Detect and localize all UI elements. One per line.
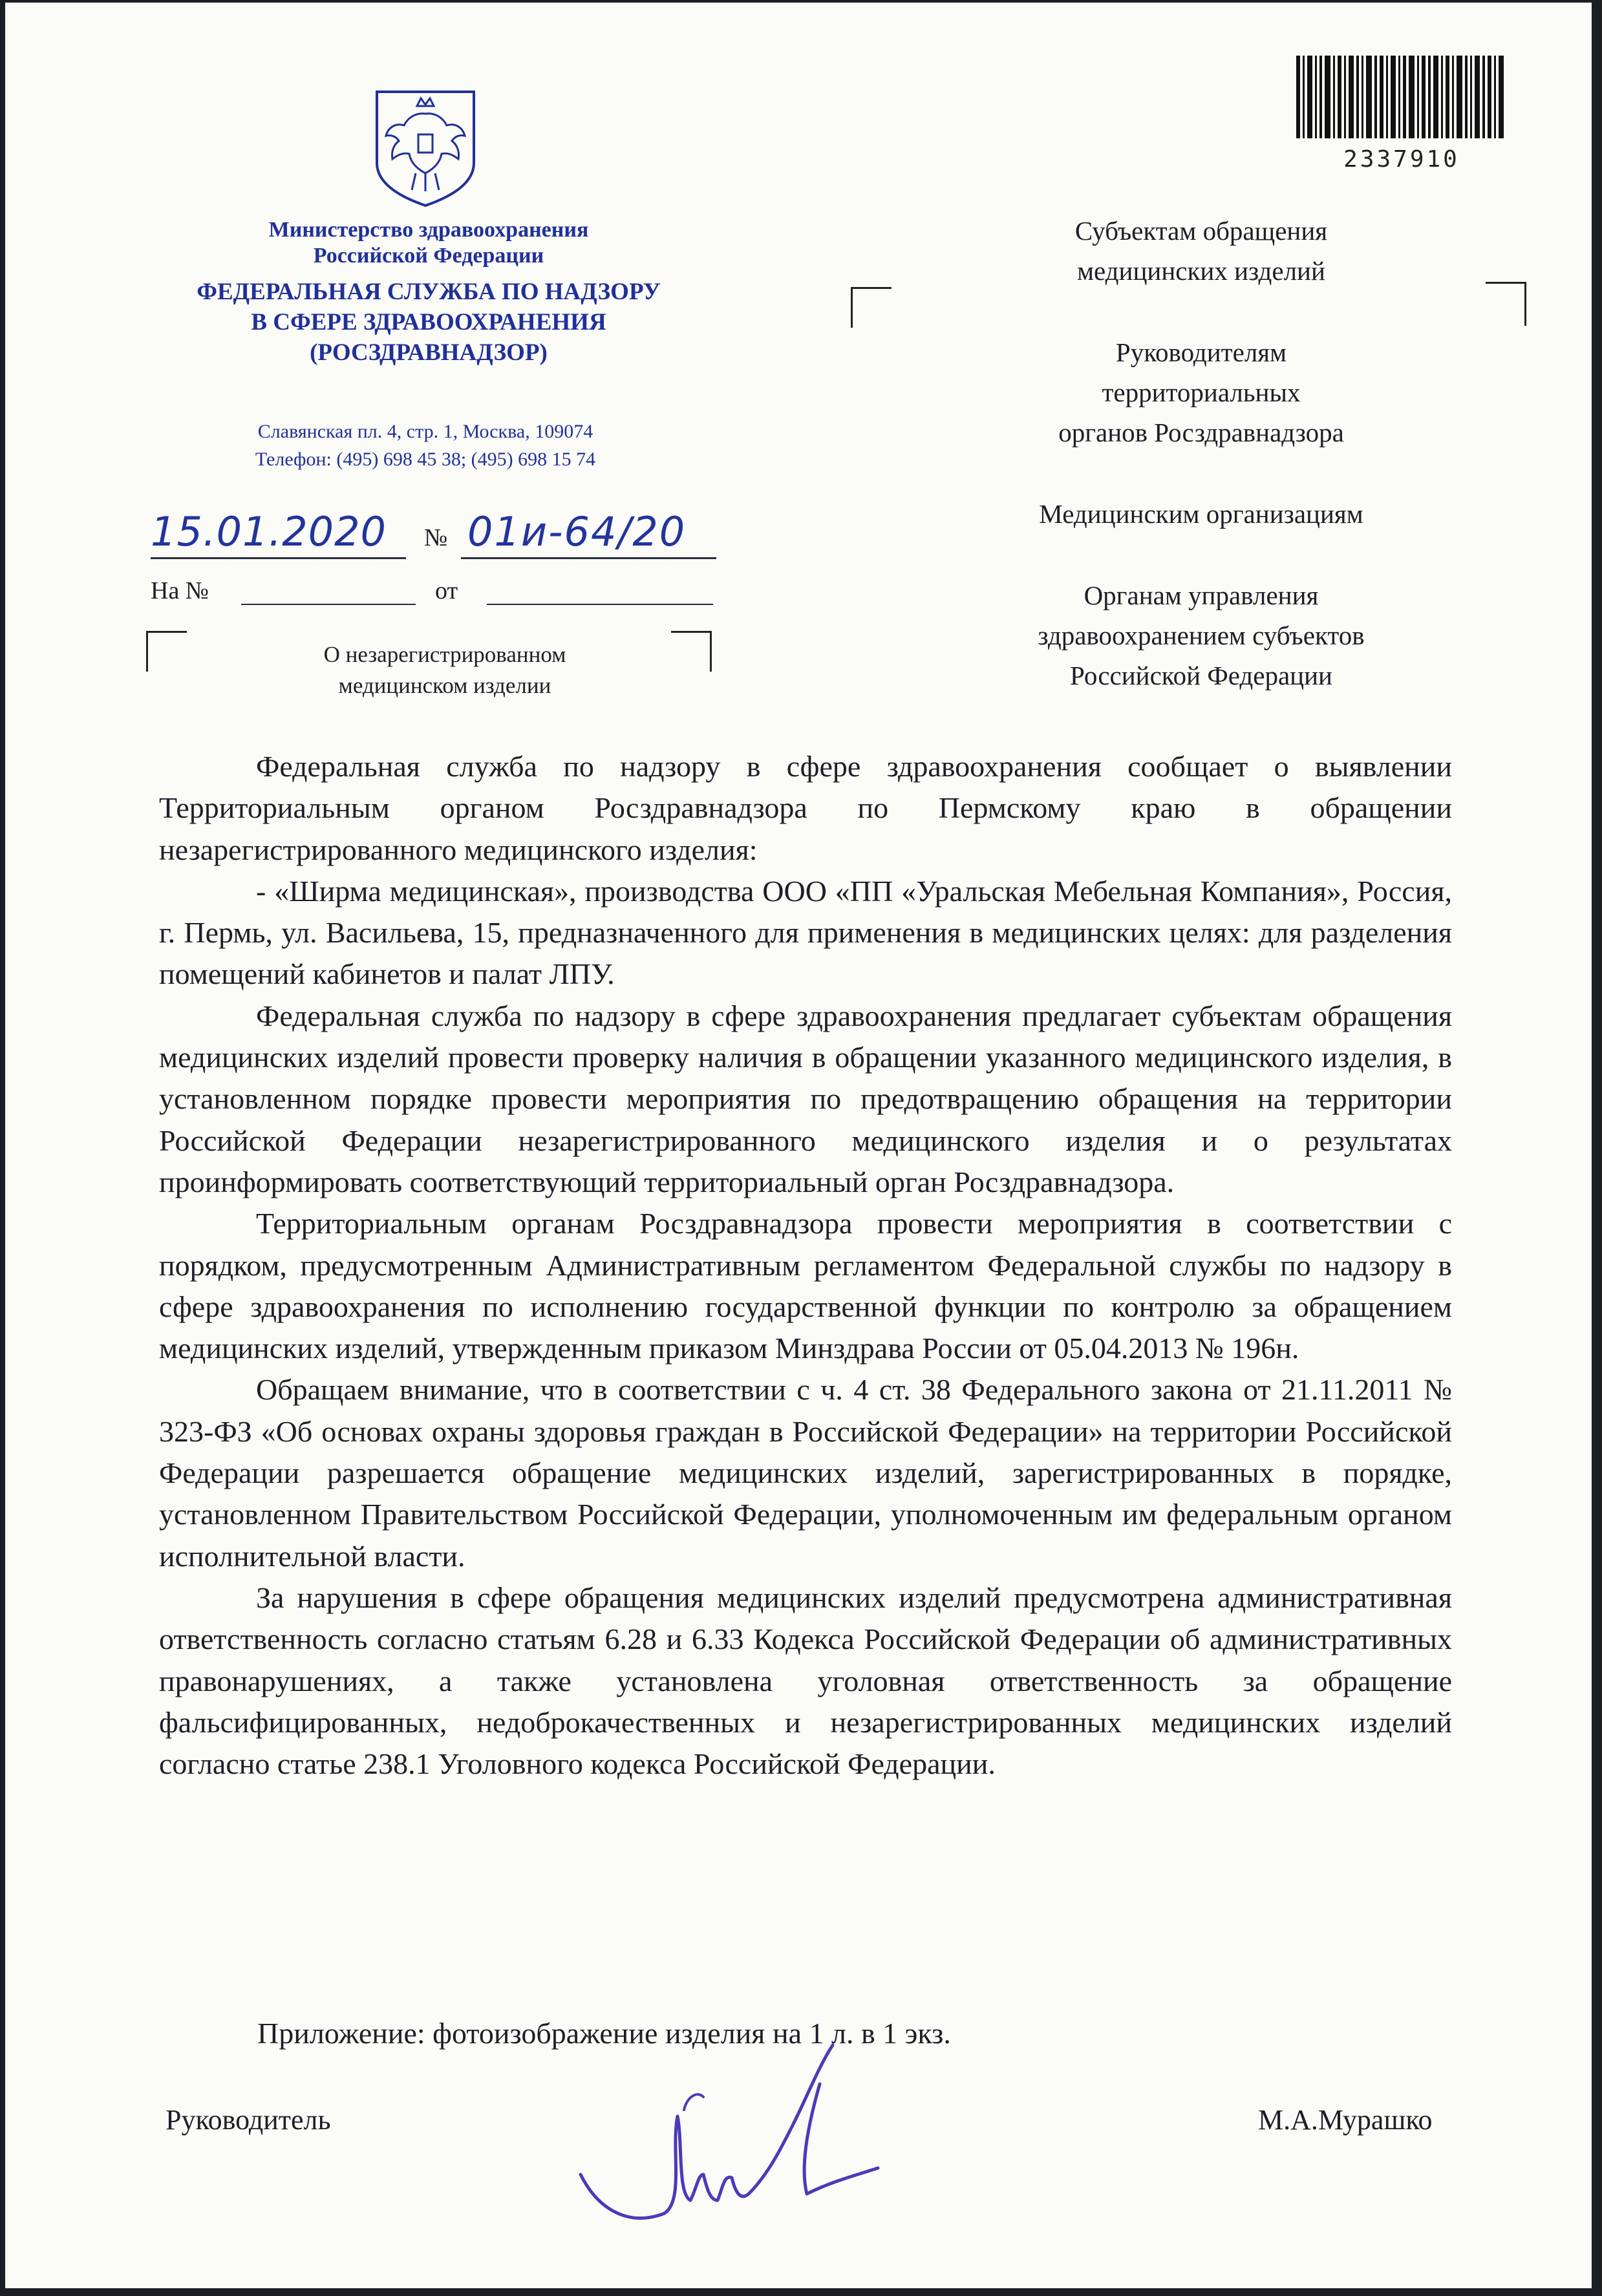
subject-line-2: медицинском изделии — [338, 673, 551, 698]
addressee-1: Субъектам обращения медицинских изделий — [1074, 216, 1328, 286]
letter-body — [159, 746, 1452, 1785]
document-date: 15.01.2020 — [151, 508, 387, 555]
service-line-1: ФЕДЕРАЛЬНАЯ СЛУЖБА ПО НАДЗОРУ — [197, 279, 661, 305]
paragraph-2: - «Ширма медицинская», производства ООО «ПП «Уральская Мебельная Компания», Россия, г. Пермь, ул. Васильева, 15, предназначенного для применения в медицинских целях: для разделения помещений кабинетов и палат ЛПУ. — [159, 874, 1452, 991]
date-underline — [151, 557, 406, 559]
barcode — [1295, 54, 1508, 171]
addressee-2: Руководителям территориальных органов Росздравнадзора — [1058, 337, 1344, 447]
paragraph-6: За нарушения в сфере обращения медицинских изделий предусмотрена административная ответственность согласно статьям 6.28 и 6.33 Кодекса Российской Федерации об административных правонарушениях, а также установлена уголовная ответственность за обращение фальсифицированных, недоброкачественных и незарегистрированных медицинских изделий согласно статье 238.1 Уголовного кодекса Российской Федерации. — [159, 1580, 1452, 1781]
paragraph-4: Территориальным органам Росздравнадзора провести мероприятия в соответствии с порядком, предусмотренным Административным регламентом Федеральной службы по надзору в сфере здравоохранения по исполнению государственной функции по контролю за обращением медицинских изделий, утвержденным приказом Минздрава России от 05.04.2013 № 196н. — [159, 1207, 1452, 1365]
addressee-bracket-left — [851, 287, 892, 328]
addressees-block — [936, 211, 1466, 737]
paragraph-3: Федеральная служба по надзору в сфере здравоохранения предлагает субъектам обращения медицинских изделий провести проверку наличия в обращении указанного медицинского изделия, в установленном порядке провести мероприятия по предотвращению обращения на территории Российской Федерации незарегистрированного медицинского изделия и о результатах проинформировать соответствующий территориальный орган Росздравнадзора. — [159, 999, 1452, 1198]
subject-line-1: О незарегистрированном — [323, 642, 566, 667]
signer-name: М.А.Мурашко — [1258, 2104, 1433, 2136]
barcode-icon — [1295, 54, 1508, 145]
address-street: Славянская пл. 4, стр. 1, Москва, 109074 — [257, 421, 593, 442]
organization-header — [115, 217, 742, 368]
reply-reference — [151, 577, 713, 609]
address-phone: Телефон: (495) 698 45 38; (495) 698 15 74 — [255, 449, 596, 470]
signature-icon — [574, 2039, 936, 2252]
coat-of-arms-icon — [370, 87, 480, 209]
paragraph-5: Обращаем внимание, что в соответствии с ч. 4 ст. 38 Федерального закона от 21.11.2011 № 323-ФЗ «Об основах охраны здоровья граждан в Российской Федерации» на территории Российской Федерации разрешается обращение медицинских изделий, зарегистрированных в порядке, установленном Правительством Российской Федерации, уполномоченным им федеральным органом исполнительной власти. — [159, 1373, 1452, 1573]
service-line-3: (РОСЗДРАВНАДЗОР) — [310, 339, 548, 366]
organization-address — [134, 418, 716, 473]
number-underline — [461, 557, 716, 559]
signer-position: Руководитель — [166, 2104, 331, 2136]
document-number: 01и-64/20 — [467, 508, 687, 555]
number-sign: № — [424, 524, 448, 551]
reply-number-line — [241, 604, 416, 605]
addressee-3: Медицинским организациям — [1039, 499, 1363, 529]
paragraph-1: Федеральная служба по надзору в сфере здравоохранения сообщает о выявлении Территориальным органом Росздравнадзора по Пермскому краю в обращении незарегистрированного медицинского изделия: — [159, 750, 1452, 866]
letter-subject — [173, 639, 716, 701]
ministry-line-2: Российской Федерации — [313, 244, 544, 268]
reply-from-label: от — [435, 577, 458, 604]
addressee-bracket-right — [1486, 282, 1526, 326]
reply-to-label: На № — [151, 577, 209, 604]
appendix-note: Приложение: фотоизображение изделия на 1 л. в 1 экз. — [257, 2017, 951, 2050]
barcode-number: 2337910 — [1343, 146, 1460, 173]
reply-date-line — [487, 604, 713, 605]
document-page — [5, 3, 1592, 2288]
addressee-4: Органам управления здравоохранением субъектов Российской Федерации — [1038, 580, 1365, 690]
service-line-2: В СФЕРЕ ЗДРАВООХРАНЕНИЯ — [251, 309, 606, 335]
handwritten-signature — [574, 2039, 936, 2252]
ministry-line-1: Министерство здравоохранения — [268, 218, 589, 242]
